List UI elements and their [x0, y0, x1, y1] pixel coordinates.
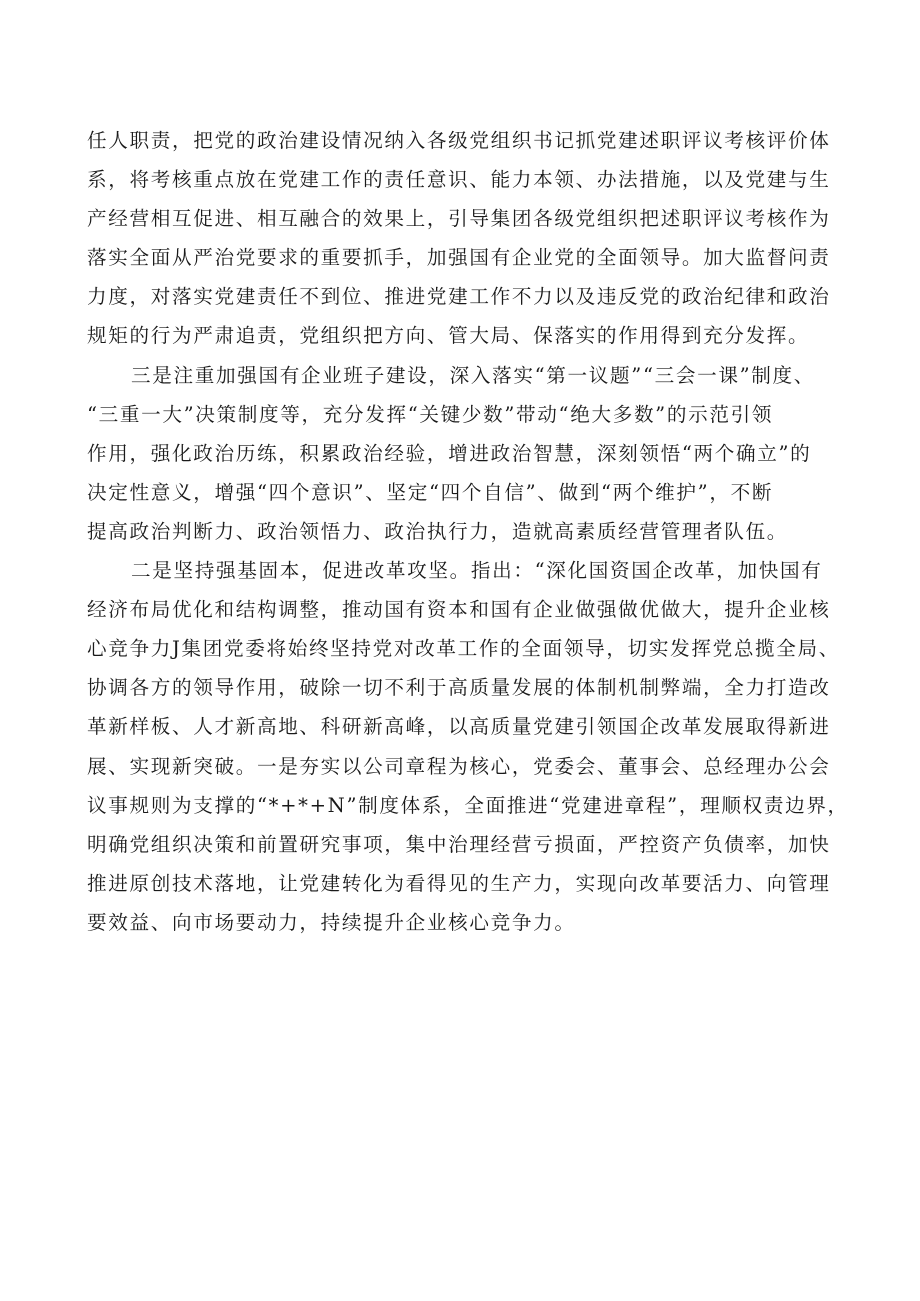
text-line: 议事规则为支撑的“*+*+N”制度体系，全面推进“党建进章程”，理顺权责边界， — [87, 793, 849, 817]
document-body — [87, 121, 847, 942]
text-line: 系，将考核重点放在党建工作的责任意识、能力本领、办法措施，以及党建与生 — [87, 168, 831, 192]
text-line: 作用，强化政治历练，积累政治经验，增进政治智慧，深刻领悟“两个确立”的 — [87, 441, 812, 465]
paragraph-1 — [87, 121, 847, 356]
text-line-indented: 三是注重加强国有企业班子建设，深入落实“第一议题”“三会一课”制度、 — [131, 363, 815, 387]
text-line: 推进原创技术落地，让党建转化为看得见的生产力，实现向改革要活力、向管理 — [87, 871, 831, 895]
text-line: 协调各方的领导作用，破除一切不利于高质量发展的体制机制弊端，全力打造改 — [87, 676, 831, 700]
text-line: 经济布局优化和结构调整，推动国有资本和国有企业做强做优做大，提升企业核 — [87, 598, 831, 622]
text-line: 力度，对落实党建责任不到位、推进党建工作不力以及违反党的政治纪律和政治 — [87, 285, 831, 309]
text-line: 产经营相互促进、相互融合的效果上，引导集团各级党组织把述职评议考核作为 — [87, 207, 831, 231]
text-line: 展、实现新突破。一是夯实以公司章程为核心，党委会、董事会、总经理办公会 — [87, 754, 831, 778]
text-line: 提高政治判断力、政治领悟力、政治执行力，造就高素质经营管理者队伍。 — [87, 519, 789, 543]
paragraph-3 — [87, 551, 847, 942]
text-line: “三重一大”决策制度等，充分发挥“关键少数”带动“绝大多数”的示范引领 — [87, 402, 774, 426]
text-line: 革新样板、人才新高地、科研新高峰，以高质量党建引领国企改革发展取得新进 — [87, 715, 831, 739]
text-line-indented: 二是坚持强基固本，促进改革攻坚。指出：“深化国资国企改革，加快国有 — [131, 559, 823, 583]
text-line: 决定性意义，增强“四个意识”、坚定“四个自信”、做到“两个维护”，不断 — [87, 480, 774, 504]
text-line: 规矩的行为严肃追责，党组织把方向、管大局、保落实的作用得到充分发挥。 — [87, 324, 810, 348]
paragraph-2 — [87, 356, 847, 551]
text-line: 要效益、向市场要动力，持续提升企业核心竞争力。 — [87, 910, 576, 934]
text-line: 明确党组织决策和前置研究事项，集中治理经营亏损面，严控资产负债率，加快 — [87, 832, 831, 856]
text-line: 心竞争力J集团党委将始终坚持党对改革工作的全面领导，切实发挥党总揽全局、 — [87, 637, 841, 661]
text-line: 任人职责，把党的政治建设情况纳入各级党组织书记抓党建述职评议考核评价体 — [87, 129, 831, 152]
text-line: 落实全面从严治党要求的重要抓手，加强国有企业党的全面领导。加大监督问责 — [87, 246, 831, 270]
